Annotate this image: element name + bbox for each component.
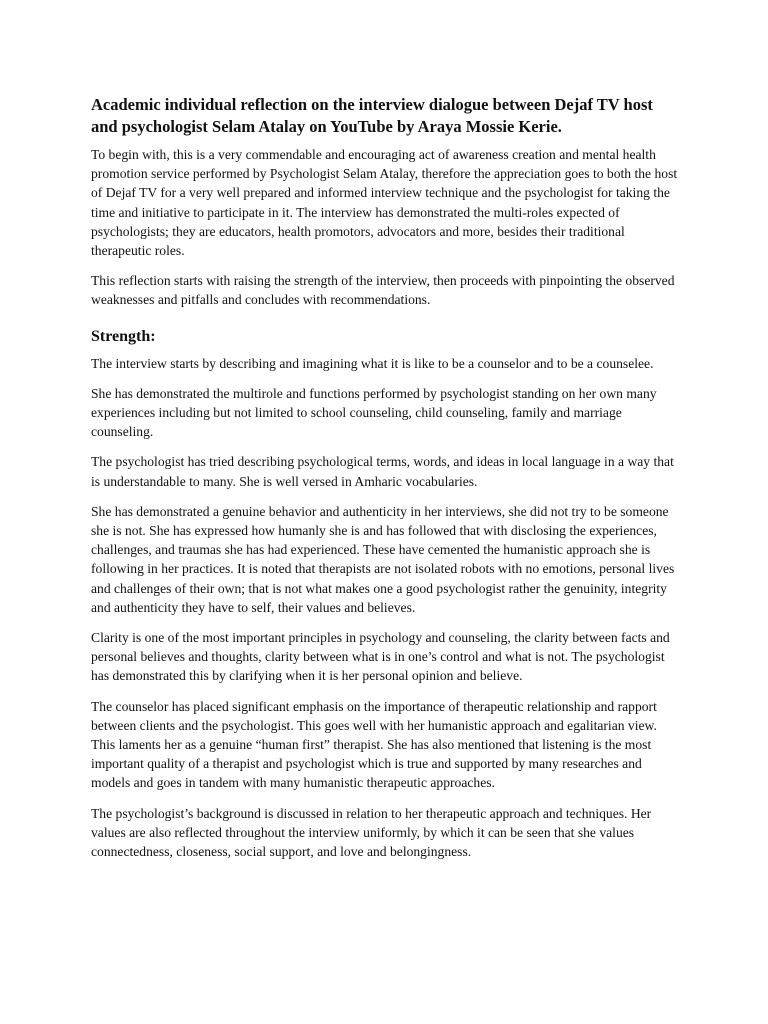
strength-paragraph: The psychologist’s background is discussed in relation to her therapeutic approach and techniques. Her values are also reflected throughout the interview uniformly, by which it can be seen that she values connectedness, closeness, social support, and love and belongingness. <box>91 805 652 860</box>
intro-paragraph: To begin with, this is a very commendable and encouraging act of awareness creation and mental health promotion service performed by Psychologist Selam Atalay, therefore the appreciation goes to both the host of Dejaf TV for a very well prepared and informed interview technique and the psychologist for taking the time and initiative to participate in it. The interview has demonstrated the multi-roles expected of psychologists; they are educators, health promotors, advocators and more, besides their traditional therapeutic roles. <box>91 147 678 259</box>
strength-paragraph: The interview starts by describing and imagining what it is like to be a counselor and to be a counselee. <box>91 355 654 371</box>
strength-heading: Strength: <box>91 327 156 345</box>
strength-paragraph: The counselor has placed significant emphasis on the importance of therapeutic relationship and rapport between clients and the psychologist. This goes well with her humanistic approach and egalitarian view. This laments her as a genuine “human first” therapist. She has also mentioned that listening is the most important quality of a therapist and psychologist which is true and supported by many researches and models and goes in tandem with many humanistic therapeutic approaches. <box>91 698 657 791</box>
strength-paragraph: She has demonstrated a genuine behavior and authenticity in her interviews, she did not try to be someone she is not. She has expressed how humanly she is and has followed that with disclosing the experiences, challenges, and traumas she has had experienced. These have cemented the humanistic approach she is following in her practices. It is noted that therapists are not isolated robots with no emotions, personal lives and challenges of their own; that is not what makes one a good psychologist rather the genuinity, integrity and authenticity they have to self, their values and believes. <box>91 503 675 615</box>
intro-paragraph: This reflection starts with raising the strength of the interview, then proceeds with pinpointing the observed weaknesses and pitfalls and concludes with recommendations. <box>91 273 675 308</box>
strength-paragraph: She has demonstrated the multirole and functions performed by psychologist standing on her own many experiences including but not limited to school counseling, child counseling, family and marriage counseling. <box>91 385 657 440</box>
strength-paragraph: The psychologist has tried describing psychological terms, words, and ideas in local language in a way that is understandable to many. She is well versed in Amharic vocabularies. <box>91 454 674 489</box>
document-page <box>91 94 681 872</box>
strength-paragraph: Clarity is one of the most important principles in psychology and counseling, the clarity between facts and personal believes and thoughts, clarity between what is in one’s control and what is not. The psychologist has demonstrated this by clarifying when it is her personal opinion and believe. <box>91 630 670 684</box>
document-title: Academic individual reflection on the interview dialogue between Dejaf TV host and psychologist Selam Atalay on YouTube by Araya Mossie Kerie. <box>91 95 653 136</box>
